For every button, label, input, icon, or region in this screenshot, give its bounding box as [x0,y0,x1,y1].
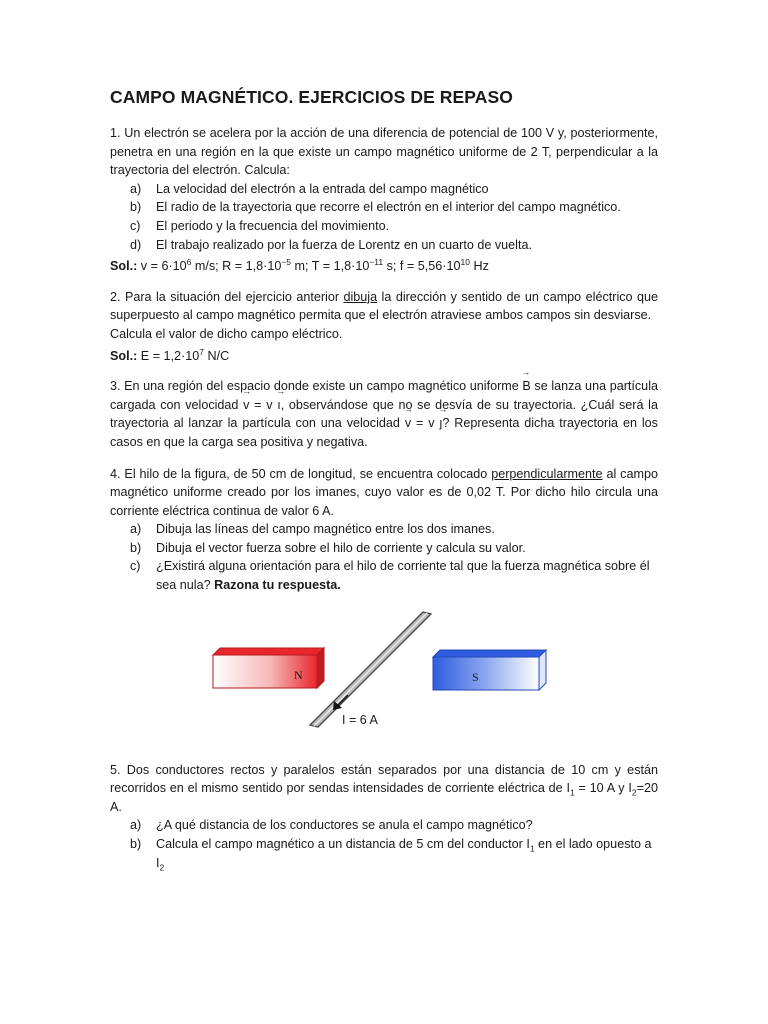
solution-text: N/C [204,348,230,363]
north-magnet [213,648,324,688]
exponent: −5 [281,256,292,267]
exercise-2-question: Calcula el valor de dicho campo eléctrico. [110,326,343,341]
south-magnet [433,650,546,690]
solution-text: E = 1,2·10 [137,348,200,363]
list-marker: a) [130,522,142,537]
list-marker: a) [130,181,142,196]
exercise-2 [110,288,658,365]
vector-v: → v [405,414,411,433]
list-item-text: Dibuja el vector fuerza sobre el hilo de corriente y calcula su valor. [156,540,526,555]
list-marker: b) [130,837,142,852]
document-content [110,84,658,881]
list-marker: b) [130,540,142,555]
solution-text: v = 6·10 [137,259,187,274]
list-item-text: en el lado opuesto a I [156,837,652,870]
solution-text: m/s; R = 1,8·10 [191,259,282,274]
exercise-5 [110,761,658,873]
list-item-text: ¿A qué distancia de los conductores se anula el campo magnético? [156,818,533,833]
subscript: 2 [631,787,637,798]
exercise-5-statement [110,761,658,817]
subscript: 1 [529,843,535,854]
solution-label: Sol.: [110,259,138,274]
list-item-bold-text: Razona tu respuesta. [214,578,341,593]
list-item [110,520,658,539]
list-item-text: Dibuja las líneas del campo magnético entre los dos imanes. [156,522,495,537]
statement-text: =20 A. [110,781,658,814]
statement-text: = 10 A y I [574,781,632,796]
exponent: 7 [199,346,204,357]
vector-i: → ı [277,396,281,415]
statement-text: 2. Para la situación del ejercicio anterior [110,289,344,304]
current-wire [310,612,431,727]
north-label: N [294,667,303,682]
exercise-1 [110,124,658,276]
vector-b: → B [522,377,530,396]
exercise-5-list [110,816,658,872]
exercise-4 [110,465,658,739]
magnets-figure [110,611,658,739]
list-marker: d) [130,237,142,252]
list-item [110,198,658,217]
vector-j: → ȷ [440,414,443,433]
statement-text: = v [249,397,278,412]
statement-text: 3. En una región del espacio donde existe un campo magnético uniforme [110,379,523,394]
statement-text: ? Representa dicha trayectoria en los casos en que la carga sea positiva y negativa. [110,416,658,449]
exercise-4-statement [110,465,658,521]
exercise-1-statement: 1. Un electrón se acelera por la acción de una diferencia de potencial de 100 V y, posteriormente, penetra en una región en la que existe un campo magnético uniforme de 2 T, perpendicular a la trayectoria del electrón. Calcula: [110,126,658,178]
list-marker: c) [130,559,141,574]
list-marker: c) [130,218,141,233]
list-item [110,217,658,236]
list-item [110,539,658,558]
list-item-text: La velocidad del electrón a la entrada del campo magnético [156,181,489,196]
exponent: 6 [186,256,192,267]
exercise-1-list [110,180,658,254]
list-item-text: El periodo y la frecuencia del movimiento. [156,218,390,233]
list-item [110,236,658,255]
list-item [110,180,658,199]
list-item [110,557,658,594]
solution-text: m; T = 1,8·10 [291,259,370,274]
list-item [110,835,658,872]
statement-text: , observándose que no se desvía de su trayectoria. ¿Cuál será la trayectoria al lanzar la partícula con una velocidad [110,397,658,431]
list-item [110,816,658,835]
list-marker: a) [130,818,142,833]
list-item-text: Calcula el campo magnético a un distancia de 5 cm del conductor I [156,837,530,852]
solution-label: Sol.: [110,348,138,363]
exercise-1-solution [110,257,658,276]
list-marker: b) [130,200,142,215]
page-title: CAMPO MAGNÉTICO. EJERCICIOS DE REPASO [110,87,514,107]
statement-text: 5. Dos conductores rectos y paralelos están separados por una distancia de 10 cm y están recorridos en el mismo sentido por sendas intensidades de corriente eléctrica de I [110,762,658,796]
statement-text: = v [411,416,440,431]
magnets-figure-drawing [110,611,658,739]
subscript: 2 [159,862,165,873]
list-item-text: El trabajo realizado por la fuerza de Lorentz en un cuarto de vuelta. [156,237,532,252]
list-item-text: ¿Existirá alguna orientación para el hilo de corriente tal que la fuerza magnética sobre él sea nula? [156,559,650,593]
statement-text: la dirección y sentido de un campo eléctrico que superpuesto al campo magnético permita que el electrón atraviese ambos campos sin desviarse. [110,289,659,323]
list-item-text: El radio de la trayectoria que recorre el electrón en el interior del campo magnético. [156,200,621,215]
south-label: S [472,669,479,684]
exponent: −11 [369,256,384,267]
current-label: I = 6 A [342,712,378,727]
exercise-2-statement [110,288,658,325]
exercise-4-list [110,520,658,594]
statement-text: 4. El hilo de la figura, de 50 cm de longitud, se encuentra colocado [110,466,492,481]
underlined-word: perpendicularmente [491,466,603,481]
subscript: 1 [570,787,575,798]
exercise-2-solution [110,347,658,366]
exponent: 10 [460,256,470,267]
solution-text: s; f = 5,56·10 [383,259,461,274]
exercise-3 [110,377,658,451]
statement-text: al campo magnético uniforme creado por los imanes, cuyo valor es de 0,02 T. Por dicho hilo circula una corriente eléctrica continua de valor 6 A. [110,466,658,518]
underlined-word: dibuja [343,289,378,304]
vector-v: → v [243,396,249,415]
solution-text: Hz [469,259,489,274]
statement-text: se lanza una partícula cargada con velocidad [110,379,658,412]
exercise-3-statement [110,377,658,451]
